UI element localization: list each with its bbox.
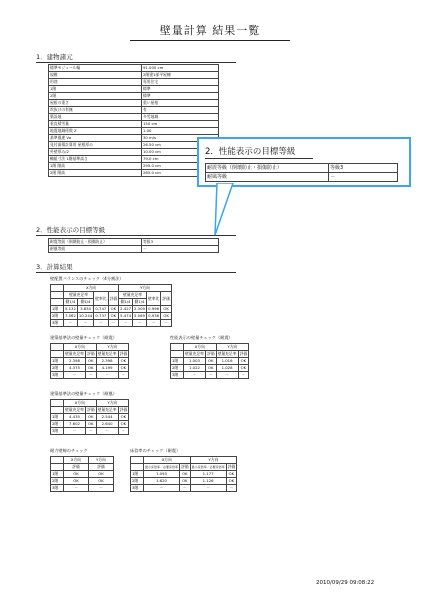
spec-value: 有	[142, 107, 219, 114]
spec-row	[49, 114, 219, 121]
table-cell: OK	[89, 478, 114, 485]
spec-label: 外壁厚み/2	[49, 149, 142, 156]
table-cell: 2.544	[96, 414, 118, 421]
sufficiency-header: 壁量充足率	[65, 407, 84, 412]
spec-row	[49, 86, 219, 93]
section-2-heading: 2．性能表示の目標等級	[36, 225, 236, 236]
right-quarter-header: 側1/4	[134, 299, 145, 304]
spec-label: 基準風速 Vo	[49, 135, 142, 142]
table-cell: 2.398	[96, 358, 118, 365]
wall-balance-table	[50, 284, 172, 327]
table-cell: 7.562	[65, 313, 76, 318]
floor-label: 1階	[131, 471, 144, 478]
spec-value: 多雪地域	[142, 114, 219, 121]
floor-check-label: 床倍率のチェック（耐震）	[130, 448, 181, 453]
table-cell: －	[96, 372, 118, 379]
basic-wall-table	[50, 343, 129, 379]
x-direction-header: X方向	[64, 457, 89, 464]
sufficiency-header: 壁量充足率	[65, 351, 84, 356]
left-quarter-header: 側1/4	[65, 299, 76, 304]
table-cell: －	[64, 485, 89, 492]
spec-row	[49, 107, 219, 114]
table-cell: OK	[118, 414, 129, 421]
table-cell: 2.309	[134, 306, 145, 311]
table-cell: 2.398	[64, 358, 86, 365]
table-row	[51, 320, 172, 327]
table-cell: －	[77, 320, 93, 327]
eval-header: 評価	[89, 464, 114, 471]
table-cell: OK	[226, 478, 237, 485]
table-cell: －	[119, 320, 133, 327]
table-row	[51, 485, 114, 492]
spec-row	[49, 142, 219, 149]
sufficiency-header: 壁量充足率	[119, 292, 147, 299]
y-direction-header: Y方向	[119, 285, 172, 292]
table-cell: 4.435	[64, 414, 86, 421]
spec-row	[49, 149, 219, 156]
page-title: 壁量計算 結果一覧	[130, 22, 290, 41]
table-cell: －	[108, 320, 119, 327]
table-row	[131, 478, 237, 485]
floor-label: 2階	[51, 365, 64, 372]
x-direction-header: X方向	[64, 400, 97, 407]
spec-row	[49, 121, 219, 128]
floor-label: 2階	[131, 478, 144, 485]
table-cell: OK	[180, 471, 191, 478]
spec-row	[49, 65, 219, 72]
spec-label: 2階 階高	[49, 170, 142, 177]
table-cell: 1.003	[184, 358, 206, 365]
callout-label: 耐震等級（倒壊防止・損傷防止）	[206, 164, 329, 173]
floor-label: 3階	[171, 372, 184, 379]
table-cell: 2.427	[120, 306, 132, 311]
callout-value: －	[329, 173, 398, 182]
spec-label: 用途	[49, 79, 142, 86]
table-cell: －	[64, 320, 78, 327]
table-cell: OK	[108, 306, 119, 313]
x-direction-header: X方向	[64, 285, 119, 292]
spec-value: 1.00	[142, 128, 219, 135]
floor-check-table	[130, 456, 237, 492]
table-cell: OK	[180, 478, 191, 485]
spec-value: 2階建1部平屋棟	[142, 72, 219, 79]
table-cell: OK	[118, 421, 129, 428]
grade-label: 耐震等級（倒壊防止・損傷防止）	[49, 239, 142, 246]
floor-label: 3階	[51, 428, 64, 435]
spec-label: 垂直積雪量	[49, 121, 142, 128]
perf-wall-label: 性能表示の壁量チェック（耐震）	[170, 335, 233, 340]
spec-row	[49, 79, 219, 86]
y-direction-header: Y方向	[216, 344, 249, 351]
table-cell: 1.093	[144, 471, 180, 478]
table-cell: OK	[85, 365, 96, 372]
grade-value: 等級3	[142, 239, 219, 246]
table-cell: OK	[226, 471, 237, 478]
table-cell: 10.244	[78, 313, 93, 318]
spec-row	[49, 163, 219, 170]
table-cell: －	[118, 428, 129, 435]
floor-label: 1階	[51, 358, 64, 365]
table-cell: 5.069	[134, 313, 145, 318]
table-cell: OK	[205, 365, 216, 372]
table-cell: －	[180, 485, 191, 492]
table-cell: 0.938	[148, 313, 160, 318]
floor-label: 3階	[131, 485, 144, 492]
spec-value: 標準	[142, 86, 219, 93]
spec-row	[49, 93, 219, 100]
table-cell: OK	[161, 313, 172, 320]
spec-value: 専用住宅	[142, 79, 219, 86]
floor-label: 2階	[171, 365, 184, 372]
wall-ratio-header: 壁率比	[146, 292, 160, 306]
table-row	[51, 478, 114, 485]
table-cell: －	[96, 428, 118, 435]
table-cell: 4.375	[64, 365, 86, 372]
eval-header: 評価	[181, 464, 189, 469]
eval-header: 評価	[64, 464, 89, 471]
table-cell: 3.834	[77, 306, 93, 313]
floor-label: 2階	[51, 313, 64, 320]
basic-wall-label: 建築基準法の壁量チェック（耐震）	[50, 335, 117, 340]
wind-wall-label: 建築基準法の壁量チェック（耐風）	[50, 391, 117, 396]
table-cell: OK	[85, 421, 96, 428]
table-row	[51, 358, 129, 365]
table-cell: －	[205, 372, 216, 379]
floor-label: 3階	[51, 485, 64, 492]
table-cell: －	[161, 320, 172, 327]
table-cell: －	[89, 485, 114, 492]
table-cell: 0.737	[95, 313, 107, 318]
target-grade-table	[48, 238, 219, 253]
table-cell: OK	[89, 471, 114, 478]
table-cell: 7.602	[64, 421, 86, 428]
left-quarter-header: 側1/4	[120, 299, 131, 304]
force-check-label: 耐力壁線のチェック	[50, 448, 88, 453]
sufficiency-header: 壁量充足率	[64, 292, 94, 299]
spec-value: 150 cm	[142, 121, 219, 128]
table-row	[171, 372, 249, 379]
x-direction-header: X方向	[64, 344, 97, 351]
floor-label: 3階	[51, 372, 64, 379]
callout-label: 耐風等級	[206, 173, 329, 182]
table-cell: 0.996	[148, 306, 160, 311]
grade-callout	[197, 137, 411, 187]
spec-row	[49, 100, 219, 107]
sufficiency-header: 壁量充足率	[185, 351, 204, 356]
perf-wall-table	[170, 343, 249, 379]
table-cell: 0.747	[95, 306, 107, 311]
table-cell: OK	[108, 313, 119, 320]
spec-value: 10.00 cm	[142, 149, 219, 156]
table-cell: 1.177	[190, 471, 226, 478]
table-row	[171, 365, 249, 372]
table-cell: －	[133, 320, 147, 327]
table-cell: －	[146, 320, 160, 327]
spec-label: 軸組寸法 1階基準高さ	[49, 156, 142, 163]
eval-header: 評価	[108, 292, 119, 306]
table-cell: OK	[118, 358, 129, 365]
eval-header: 評価	[119, 407, 128, 412]
spec-row	[49, 135, 219, 142]
table-cell: OK	[205, 358, 216, 365]
spec-label: 1階 階高	[49, 163, 142, 170]
table-row	[51, 428, 129, 435]
table-cell: OK	[238, 365, 249, 372]
spec-value: 26.50 cm	[142, 142, 219, 149]
section-3-heading: 3．計算結果	[36, 262, 236, 273]
spec-value: 30 m/s	[142, 135, 219, 142]
table-row	[51, 421, 129, 428]
table-row	[51, 306, 172, 313]
wall-balance-label: 壁配置バランスのチェック（4分割法）	[50, 276, 124, 281]
floor-label: 2階	[51, 421, 64, 428]
building-spec-table	[48, 64, 219, 177]
table-cell: －	[85, 428, 96, 435]
callout-value: 等級3	[329, 164, 398, 173]
spec-label: 屋根の重さ	[49, 100, 142, 107]
spec-value: 265.0 cm	[142, 170, 219, 177]
table-cell: OK	[64, 478, 89, 485]
grade-value: －	[142, 246, 219, 253]
eval-header: 評価	[239, 351, 248, 356]
floor-label: 1階	[51, 471, 64, 478]
wall-ratio-header: 壁率比	[94, 292, 108, 306]
table-cell: OK	[161, 306, 172, 313]
floor-label: 1階	[51, 306, 64, 313]
table-cell: －	[64, 372, 86, 379]
table-cell: －	[184, 372, 206, 379]
spec-value: 79.0 cm	[142, 156, 219, 163]
table-cell: 1.620	[144, 478, 180, 485]
x-direction-header: X方向	[144, 457, 191, 464]
floor-ratio-header: 最小床倍率／必要床倍率	[191, 465, 225, 469]
table-cell: 2.640	[96, 421, 118, 428]
callout-table	[205, 163, 398, 182]
table-cell: －	[144, 485, 180, 492]
sufficiency-header: 壁量充足率	[97, 407, 117, 412]
spec-value: 91.000 cm	[142, 65, 219, 72]
table-cell: OK	[238, 358, 249, 365]
spec-row	[49, 72, 219, 79]
table-cell: 4.199	[96, 365, 118, 372]
callout-pointer	[213, 183, 243, 243]
table-cell: －	[94, 320, 108, 327]
table-cell: 5.132	[65, 306, 76, 311]
spec-label: 標準モジュール幅	[49, 65, 142, 72]
wind-wall-table	[50, 399, 129, 435]
table-row	[51, 372, 129, 379]
table-cell: －	[190, 485, 226, 492]
table-cell: －	[238, 372, 249, 379]
table-cell: －	[226, 485, 237, 492]
force-check-table	[50, 456, 114, 492]
table-row	[51, 313, 172, 320]
table-cell: －	[118, 372, 129, 379]
spec-value: 標準	[142, 93, 219, 100]
table-cell: OK	[85, 358, 96, 365]
spec-label: 吹抜けの有無	[49, 107, 142, 114]
sufficiency-header: 壁量充足率	[97, 351, 117, 356]
section-1-heading: 1．建物諸元	[36, 52, 236, 63]
floor-label: 2階	[51, 478, 64, 485]
floor-ratio-header: 最小床倍率／必要床倍率	[145, 465, 179, 469]
y-direction-header: Y方向	[89, 457, 114, 464]
spec-label: 地震地域係数 Z	[49, 128, 142, 135]
y-direction-header: Y方向	[96, 344, 129, 351]
table-cell: 1.022	[184, 365, 206, 372]
eval-header: 評価	[119, 351, 128, 356]
spec-value: 重い屋根	[142, 100, 219, 107]
sufficiency-header: 壁量充足率	[217, 351, 237, 356]
table-cell: 1.126	[190, 478, 226, 485]
table-cell: 5.474	[120, 313, 132, 318]
spec-label: 築設地	[49, 114, 142, 121]
y-direction-header: Y方向	[96, 400, 129, 407]
spec-row	[49, 170, 219, 177]
table-cell: 1.028	[216, 365, 238, 372]
eval-header: 評価	[161, 292, 172, 306]
y-direction-header: Y方向	[190, 457, 237, 464]
table-cell: －	[216, 372, 238, 379]
spec-label: 1階	[49, 86, 142, 93]
spec-row	[49, 128, 219, 135]
table-row	[51, 471, 114, 478]
table-cell: OK	[118, 365, 129, 372]
spec-label: 見付面積計算用 屋根厚み	[49, 142, 142, 149]
x-direction-header: X方向	[184, 344, 217, 351]
spec-row	[49, 156, 219, 163]
table-row	[131, 471, 237, 478]
eval-header: 評価	[86, 351, 95, 356]
table-cell: －	[85, 372, 96, 379]
floor-label: 3階	[51, 320, 64, 327]
eval-header: 評価	[206, 351, 215, 356]
table-row	[131, 485, 237, 492]
eval-header: 評価	[86, 407, 95, 412]
table-row	[51, 365, 129, 372]
table-cell: OK	[85, 414, 96, 421]
table-cell: －	[64, 428, 86, 435]
timestamp: 2010/09/29 09:08:22	[316, 580, 375, 586]
table-cell: OK	[64, 471, 89, 478]
floor-label: 1階	[171, 358, 184, 365]
spec-label: 2階	[49, 93, 142, 100]
table-row	[51, 414, 129, 421]
table-row	[171, 358, 249, 365]
table-cell: 1.016	[216, 358, 238, 365]
eval-header: 評価	[227, 464, 236, 469]
grade-label: 耐風等級	[49, 246, 142, 253]
callout-heading: 2．性能表示の目標等級	[205, 145, 313, 159]
spec-value: 295.0 cm	[142, 163, 219, 170]
right-quarter-header: 側1/4	[77, 299, 93, 306]
spec-label: 規模	[49, 72, 142, 79]
floor-label: 1階	[51, 414, 64, 421]
